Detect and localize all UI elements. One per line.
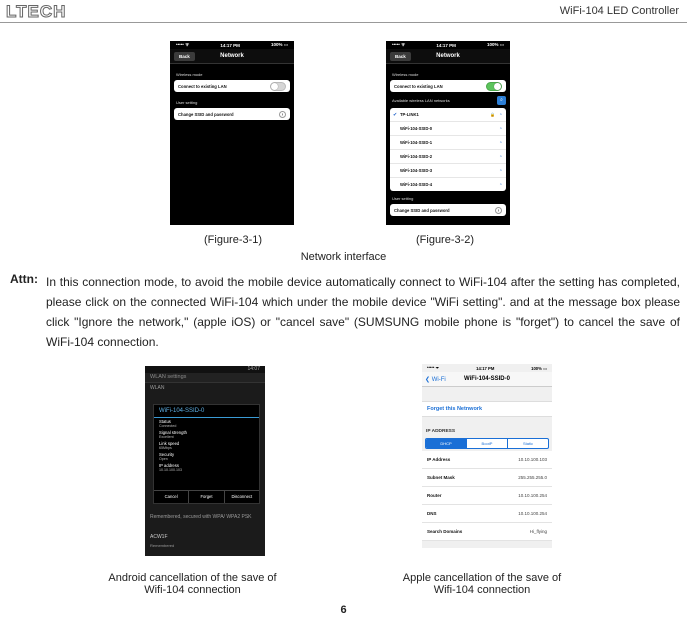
caption-apple xyxy=(372,572,592,596)
nav-title: Network xyxy=(220,53,244,59)
subnet-mask-row xyxy=(422,469,552,487)
network-row-ssid-0[interactable] xyxy=(390,122,506,136)
row-value: 255.255.255.0 xyxy=(518,475,547,480)
row-key: Subnet Mask xyxy=(427,475,455,480)
detail-signal xyxy=(154,429,259,440)
back-wifi-button[interactable]: ❮ Wi-Fi xyxy=(425,376,446,383)
dialog-title: WiFi-104-SSID-0 xyxy=(154,405,259,418)
wifi-icon: ◔ xyxy=(498,181,502,188)
network-name: TP-LINK1 xyxy=(400,112,419,117)
document-title: WiFi-104 LED Controller xyxy=(559,5,679,17)
network-row-ssid-1[interactable] xyxy=(390,136,506,150)
section-label-user-setting: User setting xyxy=(176,100,198,105)
carrier-signal: ••••• ᯤ xyxy=(392,42,406,47)
section-label-wireless-mode: Wireless mode xyxy=(392,72,419,77)
detail-value: Open xyxy=(159,457,168,461)
connect-existing-lan-toggle[interactable] xyxy=(270,82,286,91)
battery-indicator: 100% ▭ xyxy=(531,365,547,371)
search-icon[interactable]: ⌕ xyxy=(497,96,506,105)
row-key: IP Address xyxy=(427,457,451,462)
chevron-right-icon: › xyxy=(495,207,502,214)
battery-indicator: 100% ▭ xyxy=(270,42,288,47)
network-row-ssid-2[interactable] xyxy=(390,150,506,164)
connect-existing-lan-cell[interactable] xyxy=(174,80,290,92)
available-networks-label: Available wireless LAN networks xyxy=(392,98,450,103)
lock-icon: 🔒 xyxy=(489,111,495,117)
nav-bar xyxy=(422,372,552,387)
forget-network-button[interactable]: Forget this Netnwork xyxy=(422,401,552,417)
row-key: DNS xyxy=(427,511,437,516)
figure-3-2-phone xyxy=(386,41,510,225)
wlan-settings-bar: WLAN settings xyxy=(145,373,265,383)
connect-existing-lan-label: Connect to existing LAN xyxy=(394,83,443,89)
detail-label: Link speed xyxy=(159,441,180,446)
wifi-icon: ◔ xyxy=(498,139,502,146)
wifi-icon: ◔ xyxy=(498,125,502,132)
back-button[interactable]: Back xyxy=(174,52,195,61)
attn-text: In this connection mode, to avoid the mobile device automatically connect to WiFi-104 after the setting has completed, please click on the connected WiFi-104 which under the mobile device "WiFi setting". and at the message box please click "Ignore the network," (apple iOS) or "cancel save" (SUMSUNG mobile phone is "forget") to cancel the save of WiFi-104 connection. xyxy=(46,275,680,349)
status-bar xyxy=(386,41,510,49)
wifi-icon: ◔ xyxy=(498,111,502,118)
ip-address-row xyxy=(422,451,552,469)
nav-title: Network xyxy=(436,53,460,59)
segment-bootp[interactable]: BootP xyxy=(467,439,508,448)
detail-label: Signal strength xyxy=(159,430,187,435)
carrier-signal: ••••• ᯤ xyxy=(176,42,190,47)
status-bar xyxy=(422,364,552,372)
row-value: 10.10.100.254 xyxy=(518,511,547,516)
carrier-signal: ••••• ᯤ xyxy=(427,365,440,370)
saved-network-title[interactable]: ACW1F xyxy=(150,534,168,540)
row-value: 10.10.100.254 xyxy=(518,493,547,498)
network-row-ssid-4[interactable] xyxy=(390,178,506,191)
detail-label: Security xyxy=(159,452,175,457)
back-button[interactable]: Back xyxy=(390,52,411,61)
status-time: 14:17 PM xyxy=(220,42,240,48)
router-row xyxy=(422,487,552,505)
detail-value: Excellent xyxy=(159,435,174,439)
battery-indicator: 100% ▭ xyxy=(486,42,504,47)
detail-value: Connected xyxy=(159,424,177,428)
detail-ip xyxy=(154,462,259,473)
detail-status xyxy=(154,418,259,429)
wlan-row: WLAN xyxy=(150,385,165,391)
status-time: 14:17 PM xyxy=(476,365,495,371)
network-detail-dialog xyxy=(153,404,260,504)
detail-label: Status xyxy=(159,419,171,424)
network-name: WiFi-104-SSID-0 xyxy=(400,126,433,131)
caption-android-line2: Wifi-104 connection xyxy=(144,584,241,596)
network-name: WiFi-104-SSID-3 xyxy=(400,168,433,173)
caption-figure-3-2: (Figure-3-2) xyxy=(416,234,475,246)
segment-dhcp[interactable]: DHCP xyxy=(426,439,467,448)
nav-bar xyxy=(386,49,510,64)
saved-network-sub: Remembered xyxy=(150,543,175,548)
android-status-bar: 14:07 xyxy=(145,366,265,373)
caption-android-line1: Android cancellation of the save of xyxy=(108,572,277,584)
ip-mode-segmented-control xyxy=(425,438,549,449)
detail-value: 10.10.100.103 xyxy=(159,468,182,472)
network-row-ssid-3[interactable] xyxy=(390,164,506,178)
change-ssid-label: Change SSID and password xyxy=(394,207,450,213)
status-bar xyxy=(170,41,294,49)
row-key: Search Domains xyxy=(427,529,463,534)
change-ssid-label: Change SSID and password xyxy=(178,111,234,117)
row-value: 10.10.100.103 xyxy=(518,457,547,462)
caption-apple-line2: Wifi-104 connection xyxy=(433,584,531,596)
change-ssid-cell[interactable] xyxy=(390,204,506,216)
detail-value: 65Mbps xyxy=(159,446,172,450)
row-key: Router xyxy=(427,493,442,498)
cancel-button[interactable]: Cancel xyxy=(154,491,189,503)
dialog-buttons xyxy=(154,490,259,503)
change-ssid-cell[interactable] xyxy=(174,108,290,120)
checkmark-icon: ✔ xyxy=(393,111,398,118)
disconnect-button[interactable]: Disconnect xyxy=(231,494,253,499)
chevron-right-icon: › xyxy=(279,111,286,118)
section-label-wireless-mode: Wireless mode xyxy=(176,72,203,77)
page-number: 6 xyxy=(340,604,347,616)
connect-existing-lan-cell[interactable] xyxy=(390,80,506,92)
dns-row xyxy=(422,505,552,523)
ip-address-header: IP ADDRESS xyxy=(426,429,456,434)
detail-label: IP address xyxy=(159,463,179,468)
network-row-tp-link1[interactable] xyxy=(390,108,506,122)
caption-network-interface: Network interface xyxy=(300,251,387,263)
detail-security xyxy=(154,451,259,462)
search-domains-row xyxy=(422,523,552,541)
network-name: WiFi-104-SSID-2 xyxy=(400,154,433,159)
caption-figure-3-1: (Figure-3-1) xyxy=(204,234,263,246)
section-label-user-setting: User setting xyxy=(392,196,414,201)
nav-title: WiFi-104-SSID-0 xyxy=(464,376,510,382)
wifi-icon: ◔ xyxy=(498,167,502,174)
available-networks-header xyxy=(392,96,506,105)
remembered-network-note: Remembered, secured with WPA/ WPA2 PSK xyxy=(150,514,252,520)
ltech-logo: LTECH xyxy=(6,2,67,21)
attn-label: Attn: xyxy=(10,272,38,286)
caption-android xyxy=(80,572,305,596)
detail-link-speed xyxy=(154,440,259,451)
header-divider xyxy=(0,22,687,23)
figure-3-1-phone xyxy=(170,41,294,225)
nav-bar xyxy=(170,49,294,64)
row-value: Hi_flying xyxy=(529,529,547,534)
status-time: 14:17 PM xyxy=(436,42,456,48)
forget-button[interactable]: Forget xyxy=(189,491,224,503)
network-list xyxy=(390,108,506,191)
apple-screenshot xyxy=(422,364,552,548)
network-name: WiFi-104-SSID-1 xyxy=(400,140,433,145)
connect-existing-lan-label: Connect to existing LAN xyxy=(178,83,227,89)
android-screenshot xyxy=(145,366,265,556)
caption-apple-line1: Apple cancellation of the save of xyxy=(402,572,562,584)
segment-static[interactable]: Static xyxy=(522,441,533,446)
wifi-icon: ◔ xyxy=(498,153,502,160)
connect-existing-lan-toggle[interactable] xyxy=(486,82,502,91)
network-name: WiFi-104-SSID-4 xyxy=(400,182,433,187)
